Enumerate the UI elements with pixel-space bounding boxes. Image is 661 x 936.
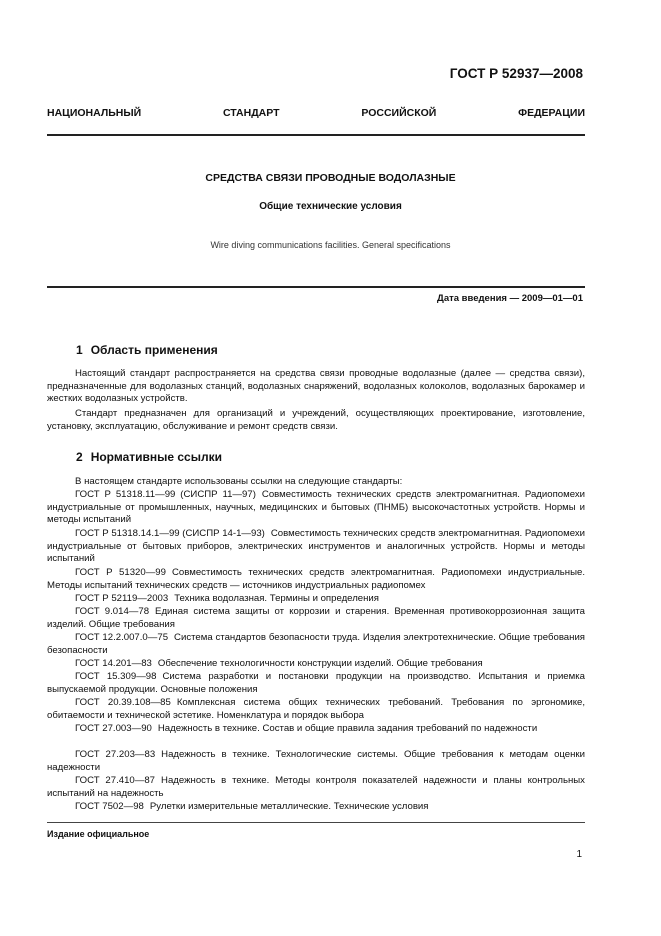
introduction-date: Дата введения — 2009—01—01: [437, 293, 583, 304]
section-title: Нормативные ссылки: [90, 450, 222, 464]
reference-item: ГОСТ 12.2.007.0—75 Система стандартов безопасности труда. Изделия электротехнические. Общие требования безопасности: [47, 632, 585, 656]
national-standard-word: НАЦИОНАЛЬНЫЙ: [47, 107, 142, 119]
reference-item: ГОСТ Р 51318.11—99 (СИСПР 11—97) Совместимость технических средств электромагнитная. Радиопомехи индустриальные от промышленных, научных, медицинских и бытовых (ПНМБ) высокочастотных устройств. Нормы и методы испытаний: [47, 489, 585, 526]
reference-item: ГОСТ Р 51318.14.1—99 (СИСПР 14-1—93) Совместимость технических средств электромагнитная. Радиопомехи индустриальные от бытовых приборов, электрических инструментов и аналогичных устройств. Нормы и методы испытаний: [47, 528, 585, 565]
section-number: 2: [76, 450, 83, 464]
section-2-intro: В настоящем стандарте использованы ссылки на следующие стандарты:: [75, 476, 403, 487]
section-number: 1: [76, 343, 83, 357]
official-edition-label: Издание официальное: [47, 829, 150, 839]
reference-item: ГОСТ 14.201—83 Обеспечение технологичности конструкции изделий. Общие требования: [75, 658, 483, 669]
reference-item: ГОСТ Р 51320—99 Совместимость технических средств электромагнитная. Радиопомехи индустриальные. Методы испытаний технических средств — источников индустриальных радиопомех: [47, 567, 585, 591]
header-divider: [47, 134, 585, 136]
title-divider: [47, 286, 585, 288]
reference-item: ГОСТ 15.309—98 Система разработки и постановки продукции на производство. Испытания и приемка выпускаемой продукции. Основные положения: [47, 671, 585, 695]
reference-item: ГОСТ Р 52119—2003 Техника водолазная. Термины и определения: [75, 593, 379, 604]
national-standard-word: РОССИЙСКОЙ: [361, 107, 437, 119]
reference-item: ГОСТ 27.003—90 Надежность в технике. Состав и общие правила задания требований по надежности: [75, 723, 538, 734]
national-standard-word: ФЕДЕРАЦИИ: [518, 107, 585, 119]
section-title: Область применения: [90, 343, 218, 357]
english-title: Wire diving communications facilities. General specifications: [210, 240, 451, 250]
reference-item: ГОСТ 7502—98 Рулетки измерительные металлические. Технические условия: [75, 801, 429, 812]
national-standard-word: СТАНДАРТ: [222, 107, 280, 119]
section-1-heading: [76, 343, 218, 357]
reference-item: ГОСТ 20.39.108—85 Комплексная система общих технических требований. Требования по эргономике, обитаемости и технической эстетике. Номенклатура и порядок выбора: [47, 697, 586, 721]
reference-item: ГОСТ 27.410—87 Надежность в технике. Методы контроля показателей надежности и планы контрольных испытаний на надежность: [47, 775, 585, 799]
reference-item: ГОСТ 27.203—83 Надежность в технике. Технологические системы. Общие требования к методам оценки надежности: [47, 749, 585, 773]
document-number: ГОСТ Р 52937—2008: [449, 66, 583, 81]
section-1-paragraph: Стандарт предназначен для организаций и учреждений, осуществляющих проектирование, изготовление, установку, эксплуатацию, обслуживание и ремонт средств связи.: [47, 408, 585, 432]
document-title: СРЕДСТВА СВЯЗИ ПРОВОДНЫЕ ВОДОЛАЗНЫЕ: [205, 172, 456, 184]
page-number: 1: [576, 849, 582, 860]
reference-item: ГОСТ 9.014—78 Единая система защиты от коррозии и старения. Временная противокоррозионная защита изделий. Общие требования: [47, 606, 585, 630]
section-1-paragraph: Настоящий стандарт распространяется на средства связи проводные водолазные (далее — средства связи), предназначенные для водолазных станций, водолазных снаряжений, водолазных колоколов, водолазных барокамер и жестких водолазных устройств.: [47, 368, 585, 405]
footer-divider: [47, 822, 585, 823]
section-2-heading: [76, 450, 222, 464]
document-subtitle: Общие технические условия: [259, 201, 402, 212]
national-standard-header: [47, 107, 585, 119]
